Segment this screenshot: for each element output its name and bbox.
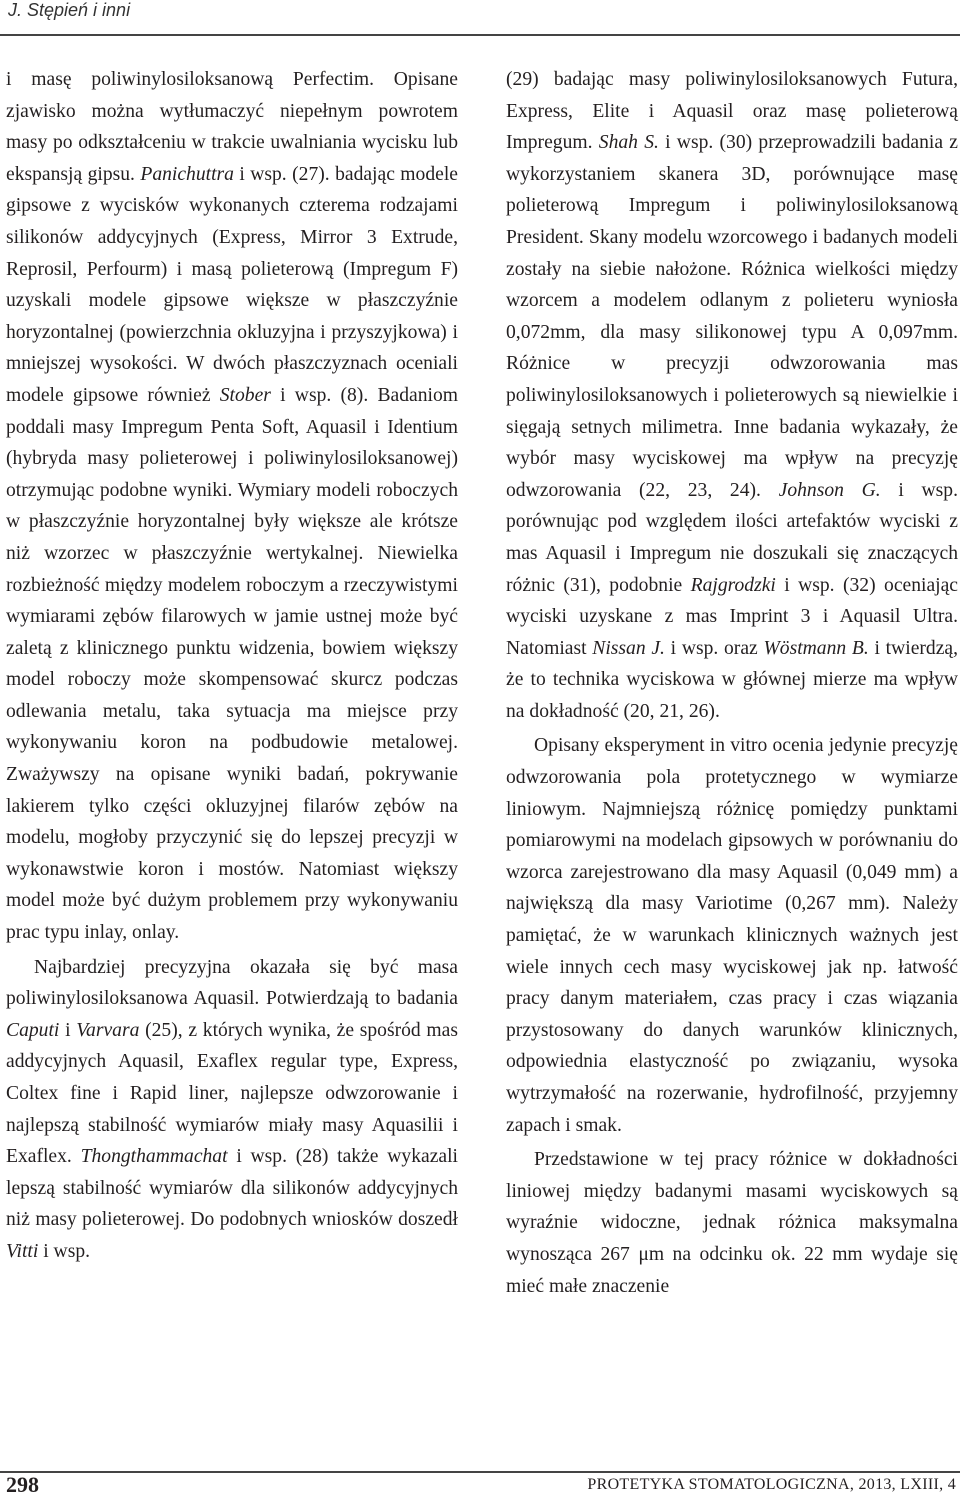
text-run: i wsp. — [38, 1240, 91, 1262]
running-header-author: J. Stępień i inni — [8, 0, 131, 20]
text-run: i wsp. oraz — [664, 637, 764, 659]
cited-author-name: Rajgrodzki — [690, 574, 776, 596]
cited-author-name: Caputi — [6, 1019, 60, 1041]
cited-author-name: Panichuttra — [140, 163, 234, 185]
text-run: i — [59, 1019, 77, 1041]
footer-rule — [0, 1471, 960, 1473]
cited-author-name: Varvara — [76, 1019, 140, 1041]
paragraph — [6, 952, 458, 1268]
text-run: Najbardziej precyzyjna okazała się być masa poliwinylosiloksanowa Aquasil. Potwierdzają to badania — [6, 956, 458, 1010]
cited-author-name: Shah S. — [598, 132, 659, 154]
text-run: i wsp. (28) także wykazali lepszą stabilność wymiarów dla silikonów addycyjnych niż masy polieterowej. Do podobnych wniosków doszedł — [6, 1146, 458, 1231]
text-run: i masę poliwinylosiloksanową Perfectim. Opisane zjawisko można wytłumaczyć niepełnym powrotem masy po odkształceniu w trakcie uwalniania wycisku lub ekspansją gipsu. — [6, 69, 458, 185]
header-rule — [0, 34, 960, 36]
cited-author-name: Nissan J. — [592, 637, 665, 659]
text-run: i wsp. porównując pod względem ilości artefaktów wyciski z mas Aquasil i Impregum nie doszukali się znaczących różnic (31), podobnie — [506, 479, 958, 596]
page-number: 298 — [6, 1472, 39, 1497]
text-run: (29) badając masy poliwinylosiloksanowych Futura, Express, Elite i Aquasil oraz masę polieterową Impregum. — [506, 69, 958, 154]
text-run: i twierdzą, że to technika wyciskowa w głównej mierze ma wpływ na dokładność (20, 21, 26). — [506, 637, 959, 722]
paragraph — [506, 1144, 958, 1302]
text-run: i wsp. (30) przeprowadzili badania z wykorzystaniem skanera 3D, porównujące masę polieterową Impregum i poliwinylosiloksanową President. Skany modelu wzorcowego i badanych modeli zostały na siebie nałożone. Różnica wielkości między wzorcem a modelem odlanym z polieteru wyniosła 0,072mm, dla masy silikonowej typu A 0,097mm. Różnice w precyzji odwzorowania mas poliwinylosiloksanowych i polieterowych są niewielkie i sięgają setnych milimetra. Inne badania wykazały, że wybór masy wyciskowej ma wpływ na precyzję odwzorowania (22, 23, 24). — [506, 132, 959, 501]
cited-author-name: Wöstmann B. — [763, 637, 869, 659]
text-run: (25), z których wynika, że spośród mas addycyjnych Aquasil, Exaflex regular type, Express, Coltex fine i Rapid liner, najlepsze odwzorowanie i najlepszą stabilność wymiarów miały masy Aquasilii i Exaflex. — [6, 1019, 458, 1168]
paragraph — [506, 64, 958, 727]
text-run: i wsp. (32) oceniając wyciski uzyskane z mas Imprint 3 i Aquasil Ultra. Natomiast — [506, 574, 958, 659]
cited-author-name: Stober — [219, 384, 271, 406]
text-run: Przedstawione w tej pracy różnice w dokładności liniowej między badanymi masami wyciskowych są wyraźnie widoczne, jednak różnica maksymalna wynosząca 267 μm na odcinku ok. 22 mm wydaje się mieć małe znaczenie — [506, 1149, 958, 1297]
paragraph — [506, 730, 958, 1141]
text-run: i wsp. (8). Badaniom poddali masy Impregum Penta Soft, Aquasil i Identium (hybryda masy polieterowej i poliwinylosiloksanowej) otrzymując podobne wyniki. Wymiary modeli roboczych w płaszczyźnie horyzontalnej były większe ale krótsze niż wzorzec w płaszczyźnie wertykalnej. Niewielka rozbieżność między modelem roboczym a rzeczywistymi wymiarami zębów filarowych w jamie ustnej może być zaletą z klinicznego punktu widzenia, bowiem większy model roboczy może skompensować skurcz podczas odlewania metalu, taka sytuacja ma miejsce przy wykonywaniu koron na podbudowie metalowej. Zważywszy na opisane wyniki badań, pokrywanie lakierem tylko części okluzyjnej filarów zębów na modelu, mogłoby przyczynić się do lepszej precyzji w wykonawstwie koron i mostów. Natomiast większy model może być dużym problemem przy wykonywaniu prac typu inlay, onlay. — [6, 384, 458, 944]
left-column — [6, 64, 458, 1268]
text-run: Opisany eksperyment in vitro ocenia jedynie precyzję odwzorowania pola protetycznego w wymiarze liniowym. Najmniejszą różnicę pomiędzy punktami pomiarowymi na modelach gipsowych w porównaniu do wzorca zarejestrowano dla masy Aquasil (0,049 mm) a największą dla masy Variotime (0,267 mm). Należy pamiętać, że w warunkach klinicznych ważnych jest wiele innych cech masy wyciskowej jak np. łatwość pracy danym materiałem, czas pracy i czas wiązania przystosowany do danych warunków klinicznych, odpowiednia elastyczność po związaniu, wysoka wytrzymałość na rozerwanie, hydrofilność, przyjemny zapach i smak. — [506, 735, 958, 1136]
cited-author-name: Thongthammachat — [80, 1146, 228, 1168]
right-column — [506, 64, 958, 1302]
journal-citation: PROTETYKA STOMATOLOGICZNA, 2013, LXIII, 4 — [587, 1476, 956, 1493]
text-run: i wsp. (27). badając modele gipsowe z wycisków wykonanych czterema rodzajami silikonów addycyjnych (Express, Mirror 3 Extrude, Reprosil, Perfourm) i masą polieterową (Impregum F) uzyskali modele gipsowe większe w płaszczyźnie horyzontalnej (powierzchnia okluzyjna i przyszyjkowa) i mniejszej wysokości. W dwóch płaszczyznach oceniali modele gipsowe również — [6, 163, 458, 406]
cited-author-name: Vitti — [6, 1240, 39, 1262]
paragraph — [6, 64, 458, 949]
cited-author-name: Johnson G. — [778, 479, 881, 501]
